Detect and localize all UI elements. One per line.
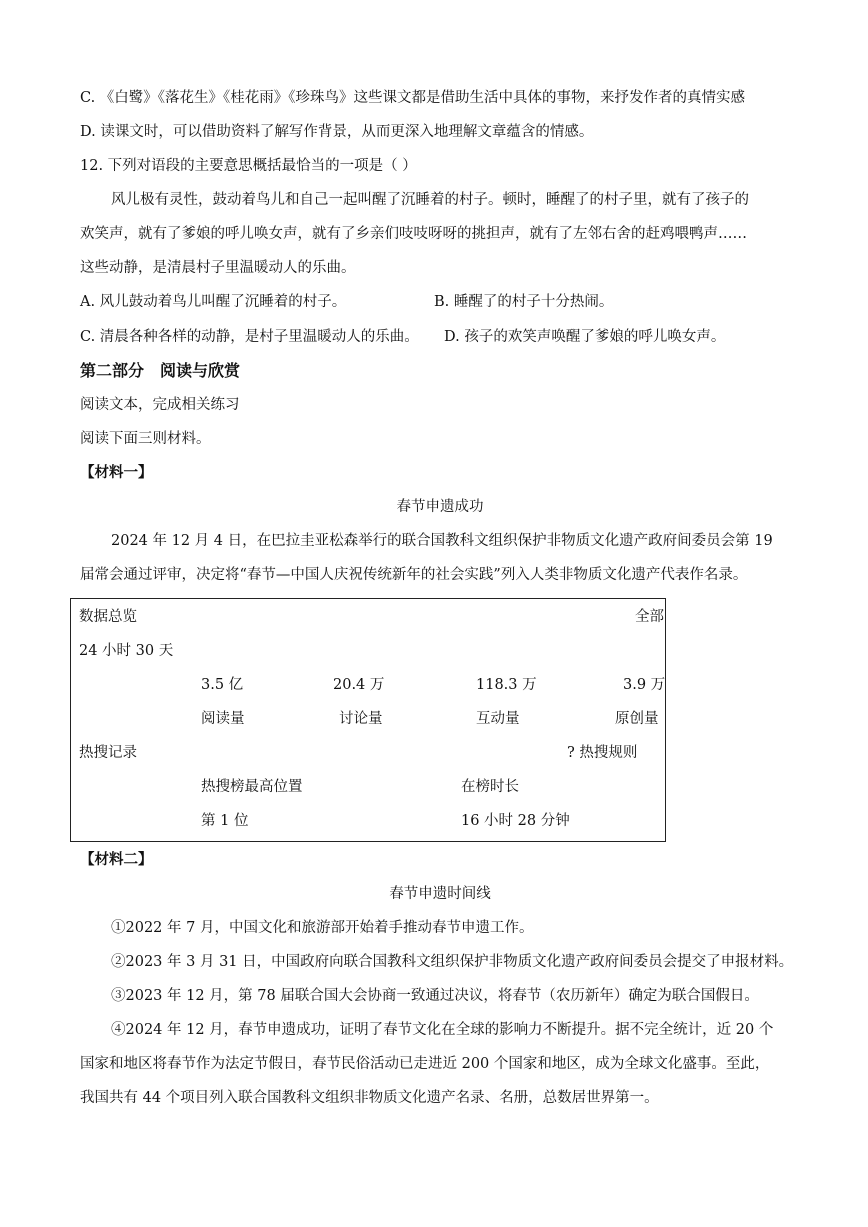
q12-passage-line: 风儿极有灵性，鼓动着鸟儿和自己一起叫醒了沉睡着的村子。顿时，睡醒了的村子里，就有了孩子的 xyxy=(111,192,749,208)
timeline-item: ①2022 年 7 月，中国文化和旅游部开始着手推动春节申遗工作。 xyxy=(111,920,534,936)
stat-label: 原创量 xyxy=(615,711,659,727)
stat-label: 讨论量 xyxy=(339,711,383,727)
q12-option-d: D. 孩子的欢笑声唤醒了爹娘的呼儿唤女声。 xyxy=(444,329,726,345)
hot-position-label: 热搜榜最高位置 xyxy=(201,779,303,795)
timeline-item: ④2024 年 12 月，春节申遗成功，证明了春节文化在全球的影响力不断提升。据不完全统计，近 20 个 xyxy=(111,1022,774,1038)
timeline-item: ③2023 年 12 月，第 78 届联合国大会协商一致通过决议，将春节（农历新年）确定为联合国假日。 xyxy=(111,988,759,1004)
data-scope-label: 全部 xyxy=(635,609,664,625)
material-1-body: 2024 年 12 月 4 日，在巴拉圭亚松森举行的联合国教科文组织保护非物质文化遗产政府间委员会第 19 xyxy=(111,533,773,549)
q12-passage-line: 欢笑声，就有了爹娘的呼儿唤女声，就有了乡亲们吱吱呀呀的挑担声，就有了左邻右舍的赶鸡喂鸭声…… xyxy=(80,226,747,242)
hot-position-value: 第 1 位 xyxy=(201,813,249,829)
material-1-label: 【材料一】 xyxy=(80,465,153,481)
material-2-title: 春节申遗时间线 xyxy=(389,886,491,902)
material-1-body: 届常会通过评审，决定将“春节—中国人庆祝传统新年的社会实践”列入人类非物质文化遗产代表作名录。 xyxy=(80,567,748,583)
q12-stem: 12. 下列对语段的主要意思概括最恰当的一项是（ ） xyxy=(80,158,417,174)
q11-option-d: D. 读课文时，可以借助资料了解写作背景，从而更深入地理解文章蕴含的情感。 xyxy=(80,124,594,140)
stat-label: 互动量 xyxy=(476,711,520,727)
timeline-item: ②2023 年 3 月 31 日，中国政府向联合国教科文组织保护非物质文化遗产政府间委员会提交了申报材料。 xyxy=(111,954,794,970)
data-period-label: 24 小时 30 天 xyxy=(79,643,174,659)
data-overview-box xyxy=(70,598,666,842)
data-overview-title: 数据总览 xyxy=(79,609,137,625)
stat-label: 阅读量 xyxy=(201,711,245,727)
material-1-title: 春节申遗成功 xyxy=(396,499,484,515)
stat-value: 3.9 万 xyxy=(623,677,666,693)
timeline-item-continuation: 我国共有 44 个项目列入联合国教科文组织非物质文化遗产名录、名册，总数居世界第一。 xyxy=(80,1090,659,1106)
part2-heading: 第二部分 阅读与欣赏 xyxy=(80,361,241,380)
part2-instruction: 阅读文本，完成相关练习 xyxy=(80,397,240,413)
timeline-item-continuation: 国家和地区将春节作为法定节假日，春节民俗活动已走进近 200 个国家和地区，成为全球文化盛事。至此， xyxy=(80,1056,770,1072)
stat-value: 118.3 万 xyxy=(476,677,537,693)
stat-value: 3.5 亿 xyxy=(201,677,244,693)
material-2-label: 【材料二】 xyxy=(80,852,153,868)
hot-search-title: 热搜记录 xyxy=(79,745,137,761)
hot-search-rules: ? 热搜规则 xyxy=(567,745,638,761)
q12-option-c: C. 清晨各种各样的动静，是村子里温暖动人的乐曲。 xyxy=(80,329,419,345)
q12-option-b: B. 睡醒了的村子十分热闹。 xyxy=(434,294,614,310)
hot-duration-value: 16 小时 28 分钟 xyxy=(461,813,570,829)
hot-duration-label: 在榜时长 xyxy=(461,779,519,795)
q12-option-a: A. 风儿鼓动着鸟儿叫醒了沉睡着的村子。 xyxy=(80,294,347,310)
q11-option-c: C. 《白鹭》《落花生》《桂花雨》《珍珠鸟》这些课文都是借助生活中具体的事物，来抒发作者的真情实感 xyxy=(80,90,746,106)
stat-value: 20.4 万 xyxy=(333,677,385,693)
q12-passage-line: 这些动静，是清晨村子里温暖动人的乐曲。 xyxy=(80,260,356,276)
part2-instruction: 阅读下面三则材料。 xyxy=(80,431,211,447)
